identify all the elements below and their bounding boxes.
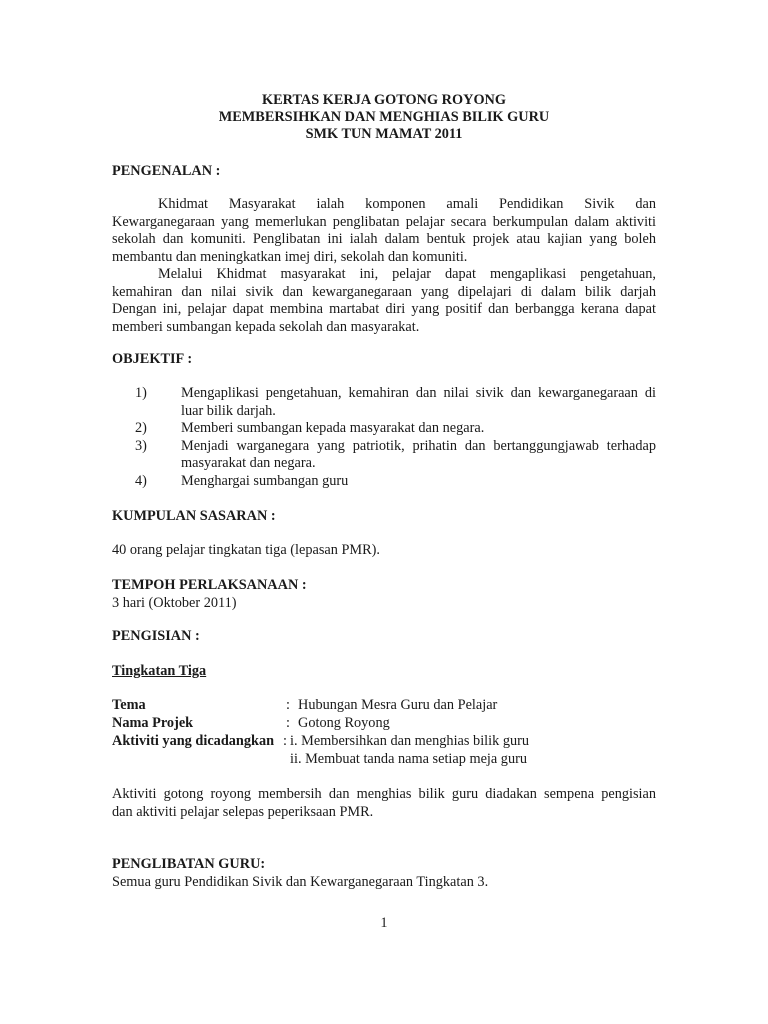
row-value: Gotong Royong: [298, 715, 390, 731]
paragraph-line: Khidmat Masyarakat ialah komponen amali Pendidikan Sivik dan: [158, 196, 656, 212]
list-item-line: Menghargai sumbangan guru: [181, 472, 349, 489]
heading-pengisian: PENGISIAN :: [112, 628, 200, 644]
paragraph-line: Melalui Khidmat masyarakat ini, pelajar dapat mengaplikasi pengetahuan,: [158, 266, 656, 282]
pengisian-paragraph: [112, 786, 656, 821]
objektif-list: [112, 385, 656, 490]
objektif-item-3: [112, 438, 656, 473]
document-title-line-3: SMK TUN MAMAT 2011: [305, 126, 463, 142]
subheading-tingkatan-tiga: Tingkatan Tiga: [112, 663, 207, 679]
heading-tempoh-perlaksanaan: TEMPOH PERLAKSANAAN :: [112, 577, 307, 593]
row-colon: :: [286, 697, 290, 713]
paragraph-line: membantu dan meningkatkan imej diri, sekolah dan komuniti.: [112, 248, 468, 265]
list-item-line: luar bilik darjah.: [181, 402, 276, 419]
paragraph-line: sekolah dan komuniti. Penglibatan ini ialah dalam bentuk projek atau kajian yang boleh: [112, 231, 656, 247]
paragraph-line: Aktiviti gotong royong membersih dan menghias bilik guru diadakan sempena pengisian: [112, 786, 656, 802]
row-label: Tema: [112, 697, 146, 713]
list-number: 3): [135, 437, 147, 454]
paragraph-line: kemahiran dan nilai sivik dan kewarganegaraan yang dipelajari di dalam bilik darjah: [112, 283, 656, 300]
pengenalan-paragraph-1: [112, 196, 656, 266]
paragraph-line: dan aktiviti pelajar selepas peperiksaan PMR.: [112, 803, 374, 820]
row-colon: :: [286, 715, 290, 731]
tempoh-text: 3 hari (Oktober 2011): [112, 595, 237, 611]
objektif-item-1: [112, 385, 656, 420]
list-number: 2): [135, 420, 147, 436]
paragraph-line: memberi sumbangan kepada sekolah dan masyarakat.: [112, 318, 420, 335]
penglibatan-guru-text: Semua guru Pendidikan Sivik dan Kewarganegaraan Tingkatan 3.: [112, 874, 489, 890]
row-value: Hubungan Mesra Guru dan Pelajar: [298, 697, 498, 713]
list-item-line: Mengaplikasi pengetahuan, kemahiran dan nilai sivik dan kewarganegaraan di: [181, 385, 656, 401]
heading-kumpulan-sasaran: KUMPULAN SASARAN :: [112, 508, 276, 524]
list-number: 4): [135, 472, 147, 489]
list-number: 1): [135, 385, 147, 401]
list-item-line: Memberi sumbangan kepada masyarakat dan negara.: [181, 420, 485, 436]
objektif-item-2: [112, 420, 656, 438]
list-item-line: Menjadi warganegara yang patriotik, prihatin dan bertanggungjawab terhadap: [181, 437, 656, 454]
heading-objektif: OBJEKTIF :: [112, 351, 193, 367]
kumpulan-sasaran-text: 40 orang pelajar tingkatan tiga (lepasan PMR).: [112, 542, 380, 558]
paragraph-line: Dengan ini, pelajar dapat membina martabat diri yang positif dan berbangga kerana dapat: [112, 301, 656, 317]
heading-pengenalan: PENGENALAN :: [112, 163, 221, 179]
document-title-line-2: MEMBERSIHKAN DAN MENGHIAS BILIK GURU: [218, 109, 550, 125]
heading-penglibatan-guru: PENGLIBATAN GURU:: [112, 856, 266, 872]
row-value: ii. Membuat tanda nama setiap meja guru: [290, 751, 528, 767]
pengenalan-paragraph-2: [112, 266, 656, 336]
page-number: 1: [380, 915, 388, 931]
list-item-line: masyarakat dan negara.: [181, 455, 316, 471]
row-value: i. Membersihkan dan menghias bilik guru: [290, 733, 530, 749]
document-title-line-1: KERTAS KERJA GOTONG ROYONG: [261, 92, 507, 108]
row-label: Nama Projek: [112, 715, 194, 731]
row-label: Aktiviti yang dicadangkan: [112, 733, 275, 749]
objektif-item-4: [112, 473, 656, 491]
paragraph-line: Kewarganegaraan yang memerlukan penglibatan pelajar secara berkumpulan dalam aktiviti: [112, 213, 656, 230]
row-colon: :: [283, 733, 287, 749]
